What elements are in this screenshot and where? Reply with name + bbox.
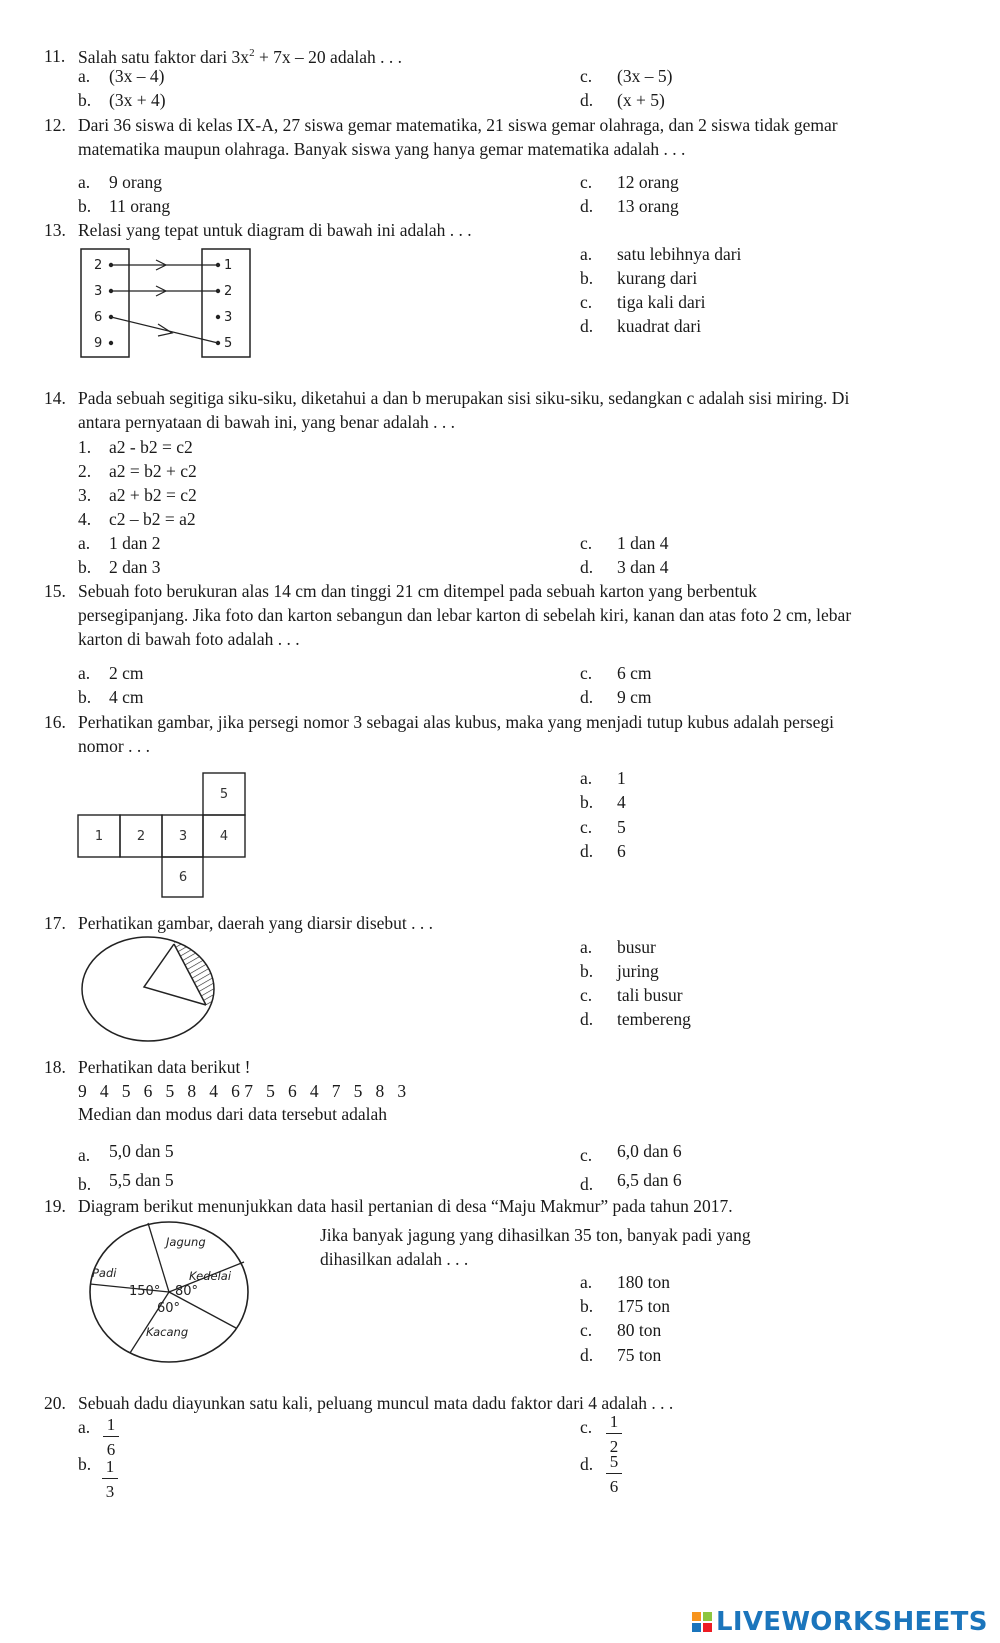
q11-option-c[interactable]: c. (3x – 5) [580,66,673,86]
q13-number: 13. [44,220,66,240]
q18-option-c[interactable]: c. 6,0 dan 6 [580,1141,682,1165]
pie-angle-150: 150° [129,1284,161,1299]
q16-option-b[interactable]: b. 4 [580,792,626,812]
q17-option-b[interactable]: b. juring [580,961,659,981]
q12-number: 12. [44,115,66,135]
q11-option-b[interactable]: b. (3x + 4) [78,90,166,110]
pie-angle-80: 80° [175,1284,199,1299]
codomain-label: 5 [224,336,233,351]
domain-label: 9 [94,336,103,351]
domain-label: 3 [94,284,103,299]
q12-option-c[interactable]: c. 12 orang [580,172,679,192]
q12-option-b[interactable]: b. 11 orang [78,196,171,216]
net-square-label: 3 [178,829,188,844]
q17-number: 17. [44,913,66,933]
q15-option-a[interactable]: a. 2 cm [78,663,144,683]
q18-option-a[interactable]: a. 5,0 dan 5 [78,1141,174,1165]
q20-question: Sebuah dadu diayunkan satu kali, peluang muncul mata dadu faktor dari 4 adalah . . . [78,1393,674,1413]
liveworksheets-logo[interactable] [692,1608,988,1636]
q13-option-d[interactable]: d. kuadrat dari [580,316,702,336]
q14-number: 14. [44,388,66,408]
pie-label-padi: Padi [92,1266,117,1280]
q19-option-b[interactable]: b. 175 ton [580,1296,670,1316]
q16-option-c[interactable]: c. 5 [580,817,626,837]
q15-number: 15. [44,581,66,601]
q14-option-a[interactable]: a. 1 dan 2 [78,533,161,553]
q20-option-a-letter[interactable]: a. [78,1417,91,1437]
q14-question-line2: antara pernyataan di bawah ini, yang benar adalah . . . [78,412,456,432]
q15-question-line2: persegipanjang. Jika foto dan karton sebangun dan lebar karton di sebelah kiri, kanan dan atas foto 2 cm, lebar [78,605,852,625]
codomain-label: 3 [224,310,233,325]
q16-number: 16. [44,712,66,732]
pie-label-jagung: Jagung [166,1235,206,1249]
q15-question-line3: karton di bawah foto adalah . . . [78,629,300,649]
q14-statement-2: 2. a2 = b2 + c2 [78,461,197,481]
domain-label: 2 [94,258,103,273]
q19-question-side1: Jika banyak jagung yang dihasilkan 35 ton, banyak padi yang [320,1225,751,1245]
q11-option-d[interactable]: d. (x + 5) [580,90,665,110]
q18-question-line3: Median dan modus dari data tersebut adalah [78,1104,388,1124]
q19-option-c[interactable]: c. 80 ton [580,1320,662,1340]
q16-question-line2: nomor . . . [78,736,150,756]
q13-option-a[interactable]: a. satu lebihnya dari [580,244,742,264]
q15-option-b[interactable]: b. 4 cm [78,687,144,707]
q12-question-line2: matematika maupun olahraga. Banyak siswa yang hanya gemar matematika adalah . . . [78,139,686,159]
q11-option-a[interactable]: a. (3x – 4) [78,66,165,86]
q20-option-b-fraction[interactable]: 1 3 [102,1458,118,1500]
q19-number: 19. [44,1196,66,1216]
q17-question: Perhatikan gambar, daerah yang diarsir disebut . . . [78,913,434,933]
q19-option-a[interactable]: a. 180 ton [580,1272,670,1292]
q20-option-d-fraction[interactable]: 5 6 [606,1453,622,1495]
logo-text: LIVEWORKSHEETS [716,1607,988,1637]
q18-option-b[interactable]: b. 5,5 dan 5 [78,1170,174,1194]
q20-option-c-letter[interactable]: c. [580,1417,593,1437]
q20-option-b-letter[interactable]: b. [78,1454,92,1474]
pie-sector-line [148,1223,169,1292]
q13-option-b[interactable]: b. kurang dari [580,268,698,288]
q14-statement-3: 3. a2 + b2 = c2 [78,485,197,505]
q16-cube-net [76,770,250,900]
q19-question: Diagram berikut menunjukkan data hasil pertanian di desa “Maju Makmur” pada tahun 2017. [78,1196,733,1216]
q13-arrow-diagram [78,246,254,362]
q18-number: 18. [44,1057,66,1077]
q20-option-d-letter[interactable]: d. [580,1454,594,1474]
q17-option-a[interactable]: a. busur [580,937,656,957]
q12-option-a[interactable]: a. 9 orang [78,172,162,192]
q16-option-d[interactable]: d. 6 [580,841,626,861]
net-square-label: 1 [94,829,104,844]
q18-data-list: 9 4 5 6 5 8 4 6 7 5 6 4 7 5 8 3 [78,1081,407,1101]
q11-question: Salah satu faktor dari $3x^2 + 7x - 20$ adalah . . . [78,46,402,67]
q11-number: 11. [44,46,66,66]
q14-option-b[interactable]: b. 2 dan 3 [78,557,161,577]
q19-pie-chart [86,1218,252,1366]
q15-option-c[interactable]: c. 6 cm [580,663,652,683]
q19-option-d[interactable]: d. 75 ton [580,1345,662,1365]
domain-label: 6 [94,310,103,325]
codomain-label: 1 [224,258,233,273]
pie-angle-60: 60° [157,1301,181,1316]
pie-label-kacang: Kacang [146,1325,189,1339]
q18-option-d[interactable]: d. 6,5 dan 6 [580,1170,682,1194]
q17-option-c[interactable]: c. tali busur [580,985,683,1005]
q17-option-d[interactable]: d. tembereng [580,1009,691,1029]
pie-label-kedelai: Kedelai [189,1269,232,1283]
q12-option-d[interactable]: d. 13 orang [580,196,679,216]
net-square-label: 2 [136,829,146,844]
q13-question: Relasi yang tepat untuk diagram di bawah ini adalah . . . [78,220,472,240]
codomain-label: 2 [224,284,233,299]
net-square-label: 4 [219,829,229,844]
net-square-label: 6 [178,870,188,885]
q13-option-c[interactable]: c. tiga kali dari [580,292,706,312]
net-square-label: 5 [219,787,229,802]
q16-option-a[interactable]: a. 1 [580,768,626,788]
q14-statement-4: 4. c2 – b2 = a2 [78,509,196,529]
q15-option-d[interactable]: d. 9 cm [580,687,652,707]
q14-option-c[interactable]: c. 1 dan 4 [580,533,669,553]
q15-question-line1: Sebuah foto berukuran alas 14 cm dan tinggi 21 cm ditempel pada sebuah karton yang berbentuk [78,581,757,601]
q16-question-line1: Perhatikan gambar, jika persegi nomor 3 sebagai alas kubus, maka yang menjadi tutup kubus adalah persegi [78,712,834,732]
q14-question-line1: Pada sebuah segitiga siku-siku, diketahui a dan b merupakan sisi siku-siku, sedangkan c adalah sisi miring. Di [78,388,850,408]
q20-number: 20. [44,1393,66,1413]
q17-circle-figure [78,934,216,1046]
q14-option-d[interactable]: d. 3 dan 4 [580,557,669,577]
q20-option-c-fraction[interactable]: 1 2 [606,1413,622,1455]
q18-question: Perhatikan data berikut ! [78,1057,251,1077]
q20-option-a-fraction[interactable]: 1 6 [103,1416,119,1458]
q14-statement-1: 1. a2 - b2 = c2 [78,437,193,457]
logo-icon [692,1612,712,1632]
q19-question-side2: dihasilkan adalah . . . [320,1249,469,1269]
q12-question-line1: Dari 36 siswa di kelas IX-A, 27 siswa gemar matematika, 21 siswa gemar olahraga, dan 2 siswa tidak gemar [78,115,838,135]
